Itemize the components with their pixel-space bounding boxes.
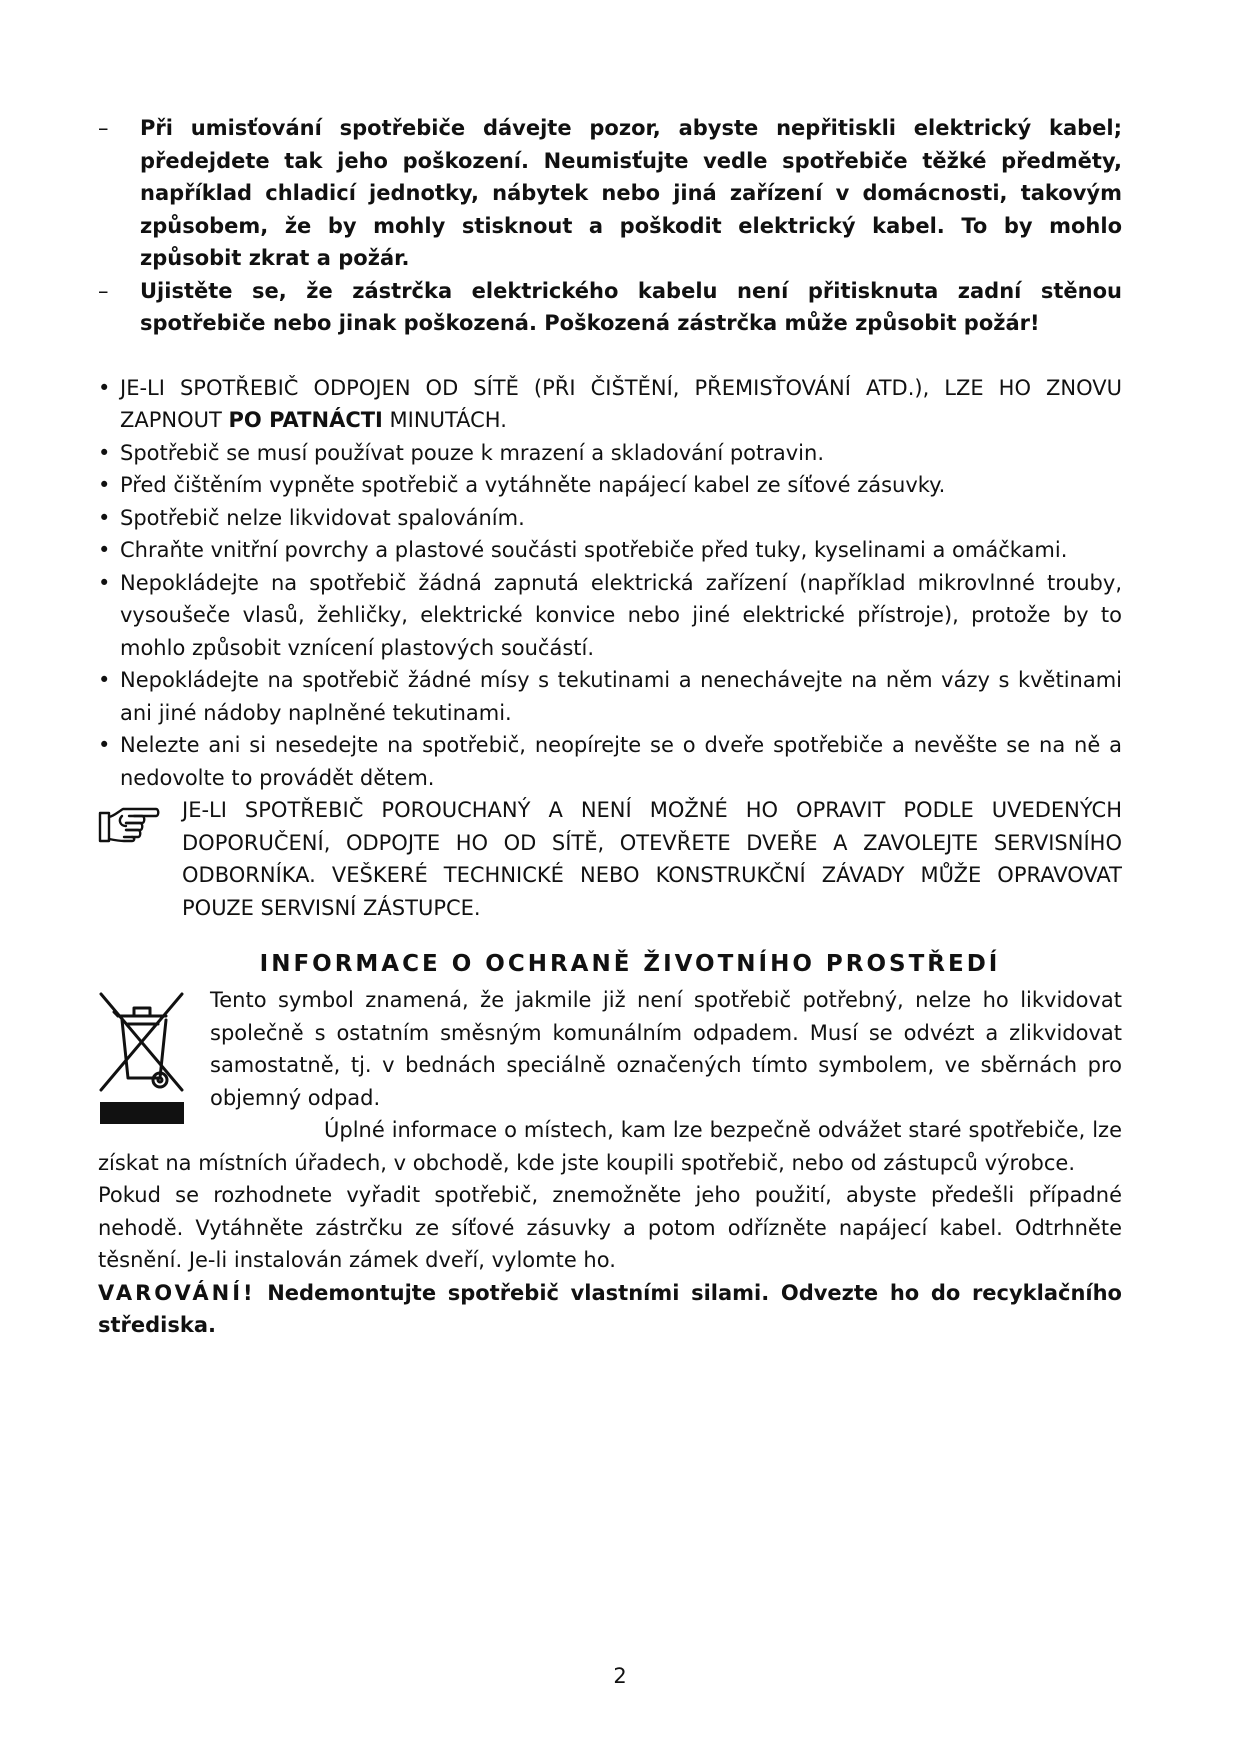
bullet-text: MINUTÁCH. [382, 408, 507, 432]
bullet-text: Chraňte vnitřní povrchy a plastové součásti spotřebiče před tuky, kyselinami a omáčkami. [120, 538, 1068, 562]
environment-paragraph-2: Úplné informace o místech, kam lze bezpečně odvážet staré spotřebiče, lze získat na místních úřadech, v obchodě, kde jste koupili spotřebič, nebo od zástupců výrobce. [98, 1118, 1122, 1175]
bullet-item [98, 502, 1122, 535]
environment-paragraph-3: Pokud se rozhodnete vyřadit spotřebič, znemožněte jeho použití, abyste předešli případné nehodě. Vytáhněte zástrčku ze síťové zásuvky a potom odřízněte napájecí kabel. Odtrhněte těsnění. Je-li instalován zámek dveří, vylomte ho. [98, 1183, 1122, 1272]
bullet-mark: • [98, 440, 111, 465]
bullet-text: Nepokládejte na spotřebič žádná zapnutá elektrická zařízení (například mikrovlnné trouby, vysoušeče vlasů, žehličky, elektrické konvice nebo jiné elektrické přístroje), protože by to mohlo způsobit vznícení plastových součástí. [120, 570, 1122, 660]
dash-item-text: Při umisťování spotřebiče dávejte pozor, abyste nepřitiskli elektrický kabel; předejdete tak jeho poškození. Neumisťujte vedle spotřebiče těžké předměty, například chladicí jednotky, nábytek nebo jiná zařízení v domácnosti, takovým způsobem, že by mohly stisknout a poškodit elektrický kabel. To by mohlo způsobit zkrat a požár. [140, 116, 1122, 270]
bullet-mark: • [98, 570, 111, 595]
section-title: INFORMACE O OCHRANĚ ŽIVOTNÍHO PROSTŘEDÍ [259, 951, 1001, 977]
bullet-text: Nelezte ani si nesedejte na spotřebič, neopírejte se o dveře spotřebiče a nevěšte se na ně a nedovolte to provádět dětem. [120, 733, 1122, 790]
bullet-item [98, 534, 1122, 567]
page-number: 2 [613, 1664, 627, 1688]
dash-item-text: Ujistěte se, že zástrčka elektrického kabelu není přitisknuta zadní stěnou spotřebiče nebo jinak poškozená. Poškozená zástrčka může způsobit požár! [140, 278, 1122, 335]
dash-mark: – [98, 116, 109, 140]
bullet-list [98, 372, 1122, 795]
safety-dash-list [98, 112, 1122, 340]
service-note [98, 794, 1122, 924]
bullet-text: Spotřebič se musí používat pouze k mrazení a skladování potravin. [120, 440, 824, 465]
bullet-mark: • [98, 668, 111, 692]
warning-text: Nedemontujte spotřebič vlastními silami. Odvezte ho do recyklačního střediska. [98, 1280, 1122, 1337]
bullet-mark: • [98, 733, 111, 757]
dash-item [98, 112, 1122, 275]
page-content [98, 112, 1122, 1342]
warning-label: VAROVÁNÍ! [98, 1280, 256, 1305]
pointing-hand-icon [98, 804, 160, 848]
crossed-bin-icon [98, 990, 188, 1130]
environment-section [98, 984, 1122, 1342]
dash-item [98, 275, 1122, 340]
bullet-item [98, 469, 1122, 502]
dash-mark: – [98, 278, 109, 303]
bullet-bold-text: PO PATNÁCTI [228, 408, 383, 432]
warning-paragraph [98, 1277, 1122, 1342]
environment-paragraph-1: Tento symbol znamená, že jakmile již není spotřebič potřebný, nelze ho likvidovat společně s ostatním směsným komunálním odpadem. Musí se odvézt a zlikvidovat samostatně, tj. v bednách speciálně označených tímto symbolem, ve sběrnách pro objemný odpad. [210, 988, 1122, 1110]
bullet-mark: • [98, 538, 111, 562]
bullet-text: Spotřebič nelze likvidovat spalováním. [120, 505, 525, 530]
bullet-item [98, 437, 1122, 470]
bullet-item [98, 372, 1122, 437]
bullet-text: Nepokládejte na spotřebič žádné mísy s tekutinami a nenechávejte na něm vázy s květinami ani jiné nádoby naplněné tekutinami. [120, 668, 1122, 725]
bullet-text: JE-LI SPOTŘEBIČ ODPOJEN OD SÍTĚ (PŘI ČIŠTĚNÍ, PŘEMISŤOVÁNÍ ATD.), LZE HO ZNOVU ZAPNOUT [120, 375, 1122, 432]
bullet-mark: • [98, 505, 111, 530]
bullet-item [98, 664, 1122, 729]
bullet-mark: • [98, 473, 111, 497]
bullet-text: Před čištěním vypněte spotřebič a vytáhněte napájecí kabel ze síťové zásuvky. [120, 473, 946, 497]
bullet-mark: • [98, 375, 111, 400]
bullet-item [98, 729, 1122, 794]
bullet-item [98, 567, 1122, 665]
service-note-text: JE-LI SPOTŘEBIČ POROUCHANÝ A NENÍ MOŽNÉ HO OPRAVIT PODLE UVEDENÝCH DOPORUČENÍ, ODPOJTE HO OD SÍTĚ, OTEVŘETE DVEŘE A ZAVOLEJTE SERVISNÍHO ODBORNÍKA. VEŠKERÉ TECHNICKÉ NEBO KONSTRUKČNÍ ZÁVADY MŮŽE OPRAVOVAT POUZE SERVISNÍ ZÁSTUPCE. [182, 798, 1122, 920]
